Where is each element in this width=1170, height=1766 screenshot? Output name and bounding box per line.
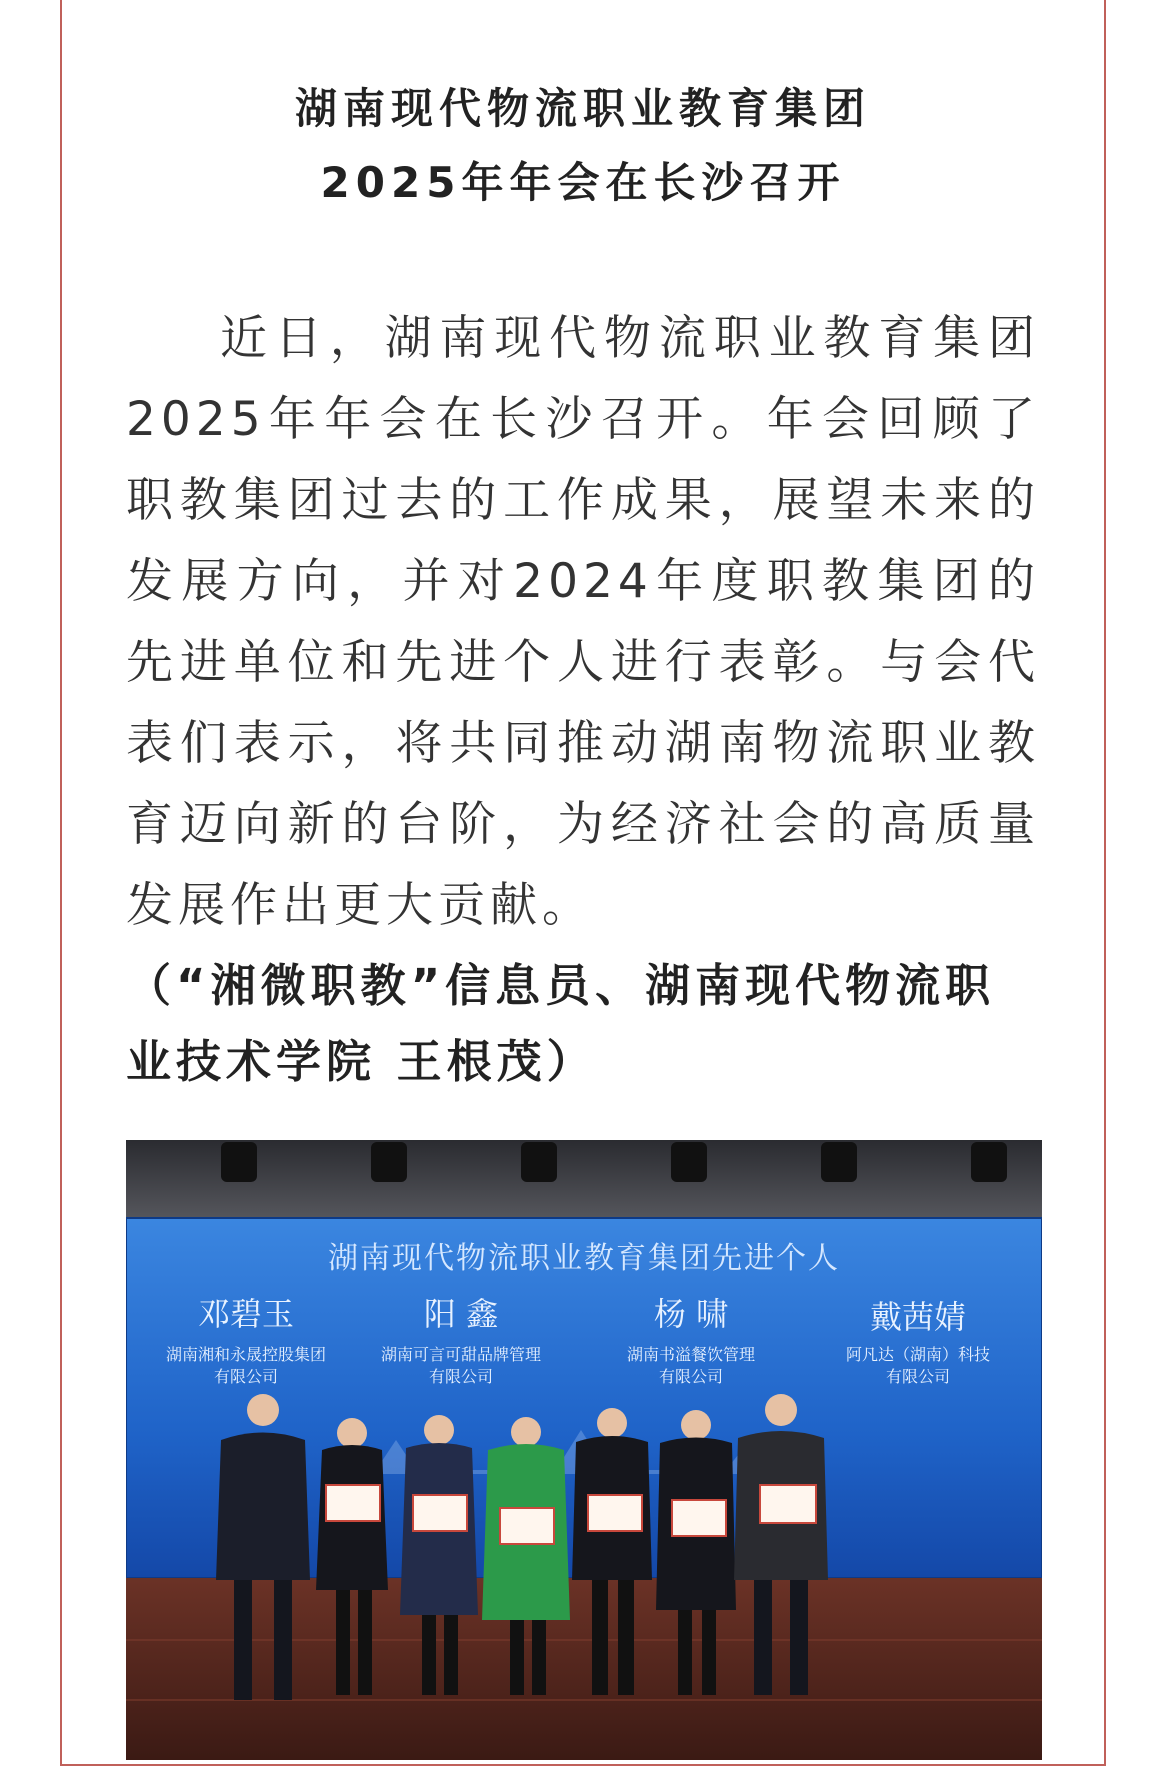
honoree-org: 有限公司 (428, 1367, 494, 1386)
honoree-name: 阳 鑫 (423, 1295, 499, 1333)
honoree-org: 有限公司 (213, 1367, 279, 1386)
article-body: 近日，湖南现代物流职业教育集团2025年年会在长沙召开。年会回顾了职教集团过去的工作成果，展望未来的发展方向，并对2024年度职教集团的先进单位和先进个人进行表彰。与会代表们表示，将共同推动湖南物流职业教育迈向新的台阶，为经济社会的高质量发展作出更大贡献。 (126, 311, 1040, 933)
honoree-org: 湖南可言可甜品牌管理 (380, 1345, 542, 1364)
honoree-org: 湖南湘和永晟控股集团 (165, 1345, 327, 1364)
article-credit: （“湘微职教”信息员、湖南现代物流职业技术学院 王根茂） (126, 959, 996, 1088)
article-title (60, 72, 1106, 220)
honoree-name: 戴茜婧 (869, 1298, 967, 1336)
honoree-name: 杨 啸 (653, 1295, 729, 1333)
honoree-org: 有限公司 (885, 1367, 951, 1386)
honoree-org: 湖南书溢餐饮管理 (626, 1345, 756, 1364)
title-line-2: 2025年年会在长沙召开 (320, 158, 846, 207)
title-line-1: 湖南现代物流职业教育集团 (294, 84, 871, 133)
ceiling (126, 1140, 1042, 1218)
honoree-org: 有限公司 (658, 1367, 724, 1386)
banner-title: 湖南现代物流职业教育集团先进个人 (328, 1241, 840, 1276)
honoree-name: 邓碧玉 (197, 1295, 295, 1333)
stage-floor (126, 1578, 1042, 1760)
honoree-org: 阿凡达（湖南）科技 (845, 1345, 991, 1364)
award-ceremony-photo (126, 1140, 1042, 1760)
